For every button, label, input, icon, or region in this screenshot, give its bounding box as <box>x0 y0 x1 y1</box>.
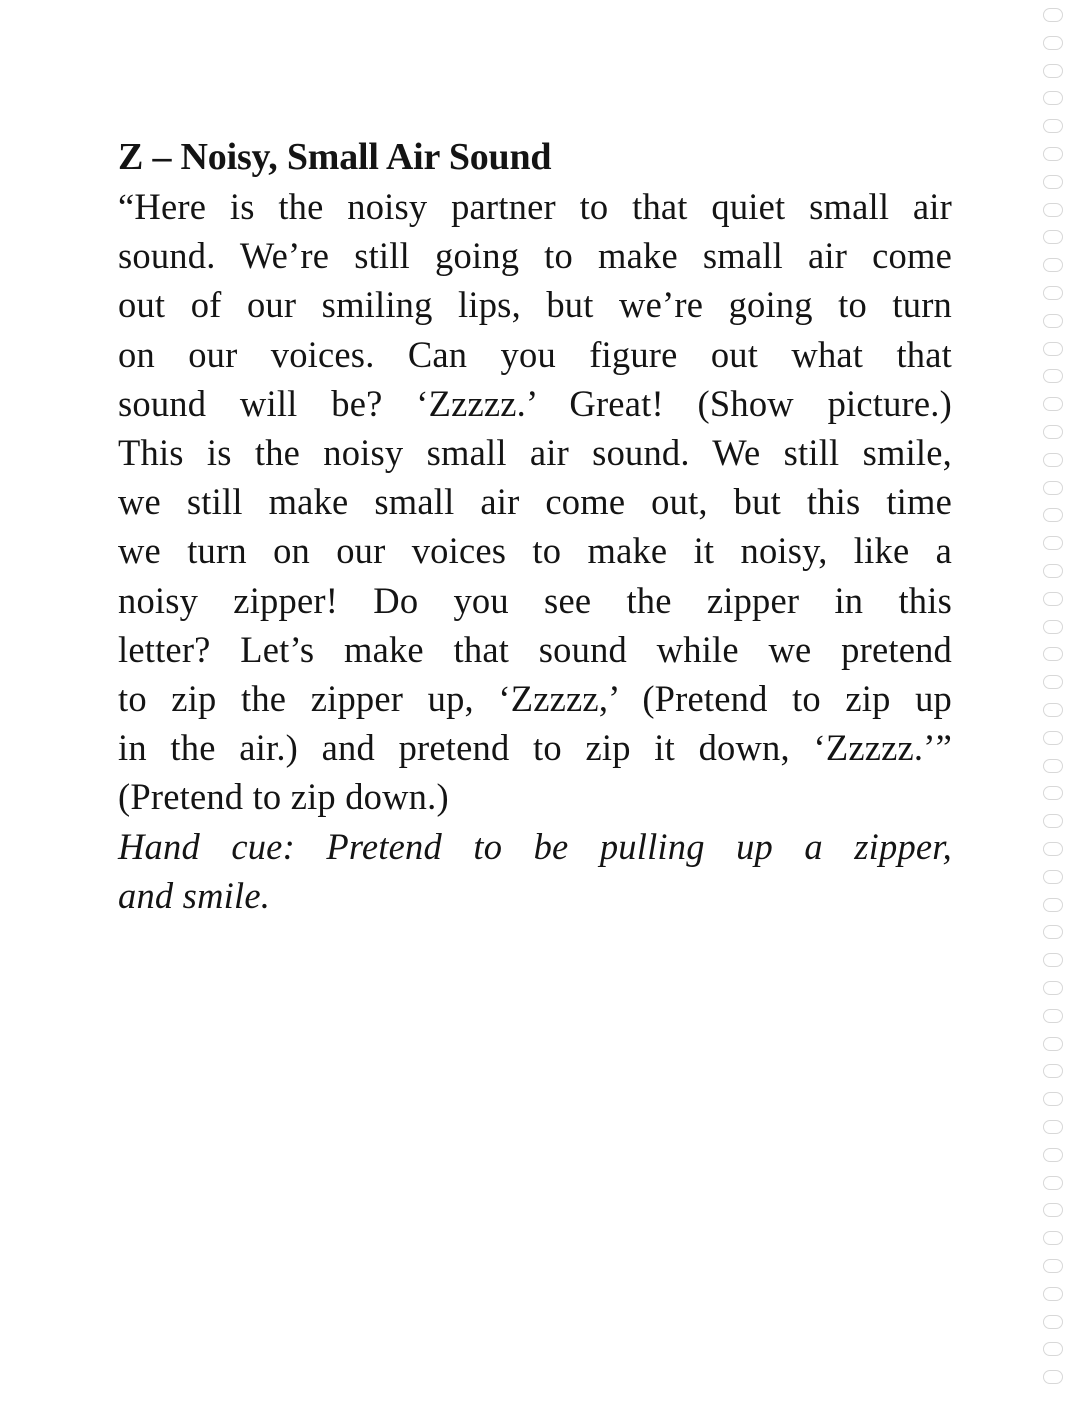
section-heading: Z – Noisy, Small Air Sound <box>118 136 552 178</box>
binding-hole <box>1043 91 1063 105</box>
binding-hole <box>1043 119 1063 133</box>
paragraph-line: on our voices. Can you figure out what that <box>118 333 952 375</box>
binding-hole <box>1043 64 1063 78</box>
binding-hole <box>1043 925 1063 939</box>
paragraph-line: sound. We’re still going to make small air come <box>118 235 952 277</box>
binding-hole <box>1043 564 1063 578</box>
binding-hole <box>1043 981 1063 995</box>
binding-hole <box>1043 953 1063 967</box>
binding-hole <box>1043 898 1063 912</box>
binding-hole <box>1043 425 1063 439</box>
binding-hole <box>1043 786 1063 800</box>
binding-hole <box>1043 258 1063 272</box>
binding-hole <box>1043 842 1063 856</box>
binding-hole <box>1043 1176 1063 1190</box>
binding-hole <box>1043 731 1063 745</box>
binding-hole <box>1043 1064 1063 1078</box>
binding-hole <box>1043 1037 1063 1051</box>
binding-hole <box>1043 397 1063 411</box>
binding-hole <box>1043 759 1063 773</box>
binding-hole <box>1043 342 1063 356</box>
hand-cue-note <box>118 822 952 920</box>
binding-hole <box>1043 481 1063 495</box>
paragraph-line: we turn on our voices to make it noisy, like a <box>118 530 952 572</box>
binding-hole <box>1043 508 1063 522</box>
paragraph-line: out of our smiling lips, but we’re going to turn <box>118 284 952 326</box>
binding-hole <box>1043 647 1063 661</box>
page-content <box>118 133 952 920</box>
instruction-paragraph <box>118 182 952 822</box>
binding-hole <box>1043 147 1063 161</box>
binding-hole <box>1043 175 1063 189</box>
paragraph-line: sound will be? ‘Zzzzz.’ Great! (Show picture.) <box>118 382 952 424</box>
binding-hole <box>1043 592 1063 606</box>
binding-hole <box>1043 1231 1063 1245</box>
binding-hole <box>1043 620 1063 634</box>
binding-hole <box>1043 369 1063 383</box>
paragraph-line: This is the noisy small air sound. We still smile, <box>118 432 952 474</box>
binding-hole <box>1043 870 1063 884</box>
binding-hole <box>1043 1120 1063 1134</box>
binding-hole <box>1043 675 1063 689</box>
binding-hole <box>1043 1259 1063 1273</box>
binding-hole <box>1043 230 1063 244</box>
paragraph-line: (Pretend to zip down.) <box>118 776 449 818</box>
hand-cue-line: Hand cue: Pretend to be pulling up a zipper, <box>118 825 952 867</box>
binding-hole <box>1043 286 1063 300</box>
binding-hole <box>1043 536 1063 550</box>
binding-hole <box>1043 453 1063 467</box>
binding-hole <box>1043 1370 1063 1384</box>
spiral-binding <box>1040 8 1070 1403</box>
binding-hole <box>1043 1342 1063 1356</box>
binding-hole <box>1043 814 1063 828</box>
paragraph-line: noisy zipper! Do you see the zipper in this <box>118 579 952 621</box>
binding-hole <box>1043 703 1063 717</box>
paragraph-line: in the air.) and pretend to zip it down, ‘Zzzzz.’” <box>118 727 952 769</box>
paragraph-line: letter? Let’s make that sound while we pretend <box>118 628 952 670</box>
paragraph-line: to zip the zipper up, ‘Zzzzz,’ (Pretend to zip up <box>118 678 952 720</box>
paragraph-line: “Here is the noisy partner to that quiet small air <box>118 186 952 227</box>
binding-hole <box>1043 36 1063 50</box>
binding-hole <box>1043 8 1063 22</box>
binding-hole <box>1043 1287 1063 1301</box>
binding-hole <box>1043 314 1063 328</box>
binding-hole <box>1043 1315 1063 1329</box>
paragraph-line: we still make small air come out, but this time <box>118 481 952 523</box>
binding-hole <box>1043 1092 1063 1106</box>
binding-hole <box>1043 1148 1063 1162</box>
binding-hole <box>1043 203 1063 217</box>
binding-hole <box>1043 1203 1063 1217</box>
hand-cue-line: and smile. <box>118 874 271 916</box>
binding-hole <box>1043 1009 1063 1023</box>
